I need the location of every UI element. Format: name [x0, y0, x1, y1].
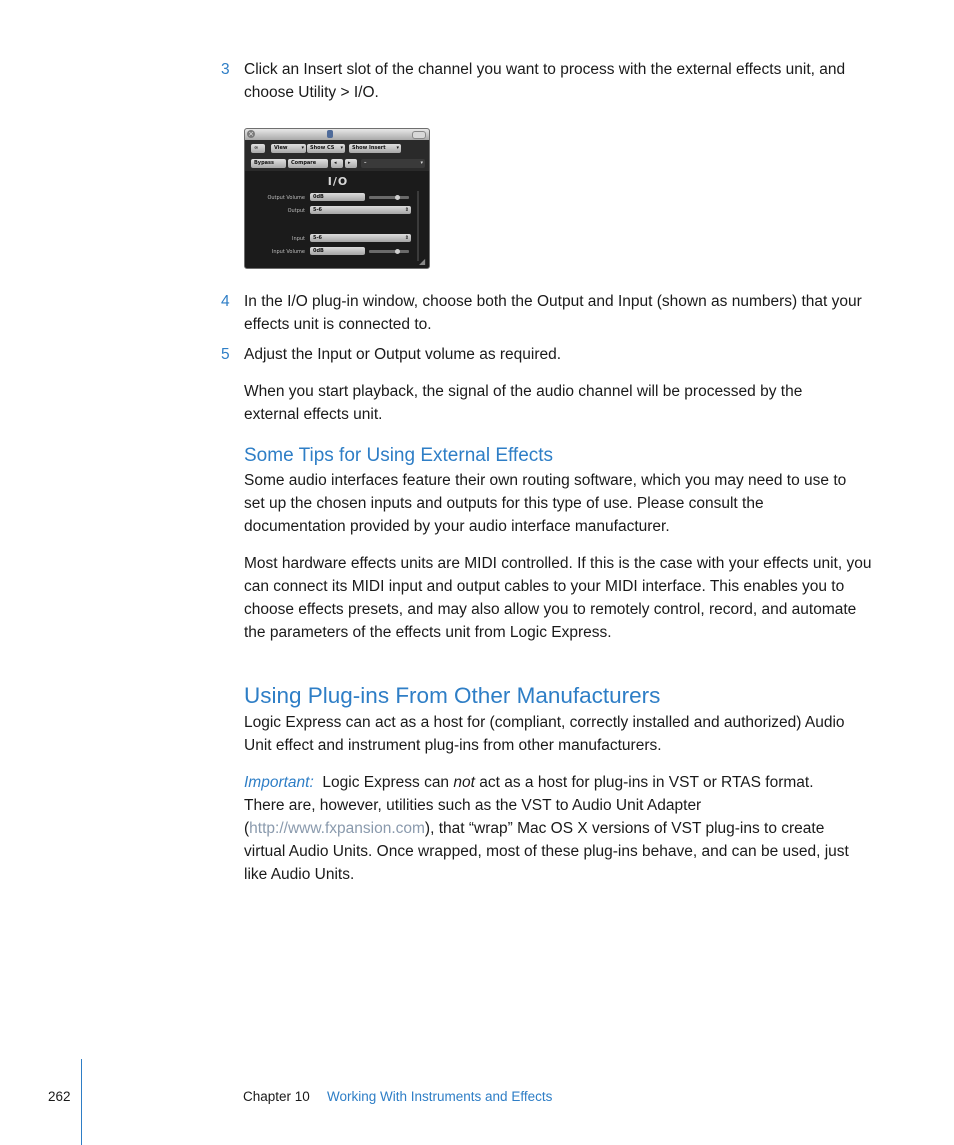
input-label: Input — [292, 236, 305, 242]
chevron-down-icon: ▾ — [396, 145, 399, 151]
important-emphasis: not — [453, 774, 475, 791]
input-value: 5-6 — [313, 235, 323, 241]
show-insert-label: Show Insert — [352, 145, 386, 151]
output-volume-label: Output Volume — [267, 195, 305, 201]
next-preset-button[interactable]: ▸ — [345, 159, 357, 168]
view-menu[interactable] — [271, 144, 306, 153]
preset-label: – — [364, 160, 367, 166]
link-toggle-icon[interactable]: ∞ — [251, 144, 265, 153]
scrollbar[interactable] — [417, 191, 419, 261]
bypass-button[interactable]: Bypass — [251, 159, 286, 168]
stepper-icon: ⇕ — [404, 235, 409, 241]
step-number: 3 — [221, 61, 230, 78]
show-insert-menu[interactable] — [349, 144, 401, 153]
link-icon[interactable] — [327, 130, 333, 138]
important-note — [244, 771, 854, 886]
paragraph: When you start playback, the signal of the audio channel will be processed by the external effects unit. — [244, 383, 803, 423]
plugin-toolbar — [245, 140, 429, 171]
chevron-down-icon: ▾ — [340, 145, 343, 151]
preset-menu[interactable] — [361, 159, 425, 168]
io-plugin-window — [244, 128, 430, 269]
step-text: In the I/O plug-in window, choose both the Output and Input (shown as numbers) that your effects unit is connected to. — [244, 293, 862, 333]
important-text-end: ), that “wrap” Mac OS X versions of VST plug-ins to create virtual Audio Units. Once wrapped, most of these plug-ins behave, and can be used, just like Audio Units. — [244, 820, 849, 883]
important-text-post: act as a host for plug-ins in VST or RTAS format. There are, however, utilities such as the VST to Audio Unit Adapter ( — [244, 774, 814, 837]
page-number: 262 — [48, 1089, 71, 1104]
fxpansion-link[interactable]: http://www.fxpansion.com — [249, 820, 425, 837]
input-volume-label: Input Volume — [271, 249, 305, 255]
output-select[interactable] — [310, 206, 411, 214]
footer-rule — [81, 1059, 82, 1145]
stepper-icon: ⇕ — [404, 207, 409, 213]
compare-button[interactable]: Compare — [288, 159, 328, 168]
input-volume-slider[interactable] — [369, 250, 409, 253]
important-label: Important: — [244, 774, 314, 791]
section-heading: Using Plug-ins From Other Manufacturers — [244, 683, 661, 708]
plugin-titlebar — [245, 129, 429, 140]
step-text: Click an Insert slot of the channel you want to process with the external effects unit, and choose Utility > I/O. — [244, 61, 846, 101]
paragraph: Some audio interfaces feature their own routing software, which you may need to use to set up the chosen inputs and outputs for this type of use. Please consult the documentation provided by your audio interface manufacturer. — [244, 472, 847, 535]
output-value: 5-6 — [313, 207, 323, 213]
plugin-title: I/O — [327, 175, 349, 188]
chapter-title: Working With Instruments and Effects — [327, 1089, 553, 1104]
output-label: Output — [287, 208, 305, 214]
previous-preset-button[interactable]: ◂ — [331, 159, 343, 168]
output-volume-slider[interactable] — [369, 196, 409, 199]
chevron-down-icon: ▾ — [420, 160, 423, 166]
resize-grip-icon[interactable]: ◢ — [419, 257, 426, 266]
step-number: 4 — [221, 293, 230, 310]
chevron-down-icon: ▾ — [301, 145, 304, 151]
step-number: 5 — [221, 346, 230, 363]
important-text-pre: Logic Express can — [322, 774, 450, 791]
step-text: Adjust the Input or Output volume as required. — [244, 346, 562, 363]
section-heading: Some Tips for Using External Effects — [244, 445, 554, 466]
chapter-label: Chapter 10 — [243, 1089, 310, 1104]
view-label: View — [274, 145, 288, 151]
paragraph: Logic Express can act as a host for (compliant, correctly installed and authorized) Audio Unit effect and instrument plug-ins from other manufacturers. — [244, 714, 845, 754]
toolbar-toggle-icon[interactable] — [412, 131, 426, 139]
output-volume-field[interactable]: 0dB — [310, 193, 365, 201]
show-cs-menu[interactable] — [307, 144, 345, 153]
show-cs-label: Show CS — [310, 145, 335, 151]
paragraph: Most hardware effects units are MIDI controlled. If this is the case with your effects unit, you can connect its MIDI input and output cables to your MIDI interface. This enables you to choose effects presets, and may also allow you to remotely control, record, and automate the parameters of the effects unit from Logic Express. — [244, 555, 872, 641]
input-volume-field[interactable]: 0dB — [310, 247, 365, 255]
input-select[interactable] — [310, 234, 411, 242]
input-volume-knob[interactable] — [395, 249, 400, 254]
close-icon[interactable]: × — [248, 130, 254, 138]
output-volume-knob[interactable] — [395, 195, 400, 200]
